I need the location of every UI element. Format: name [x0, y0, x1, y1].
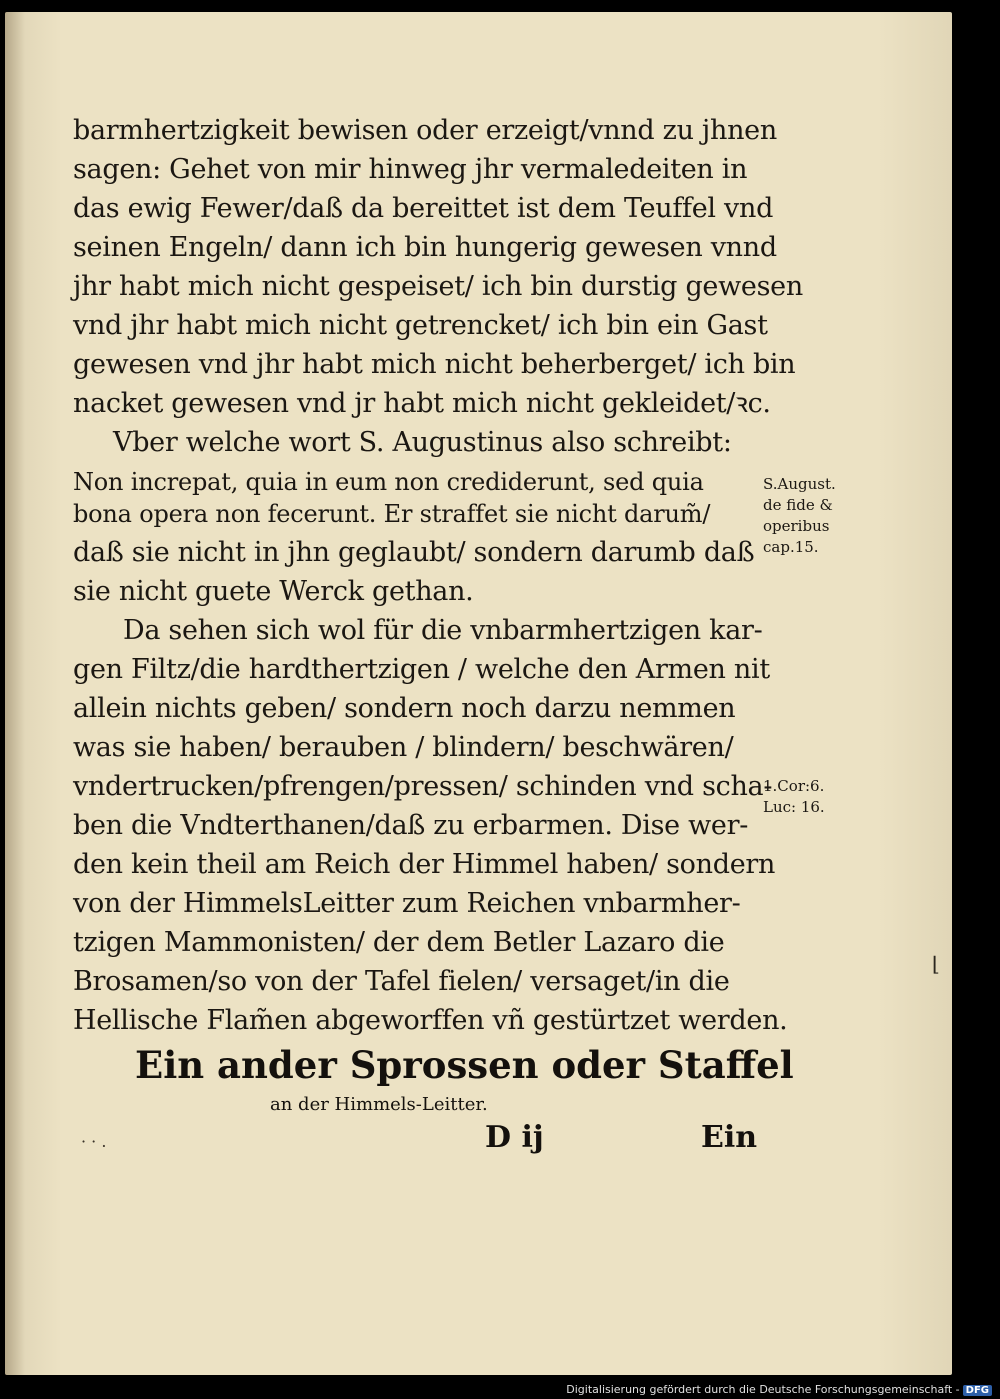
faint-mark: · · .	[81, 1132, 107, 1151]
text-line: sie nicht guete Werck gethan.	[73, 576, 474, 607]
text-line: gewesen vnd jhr habt mich nicht beherberget/ ich bin	[73, 349, 796, 380]
footer-text: Digitalisierung gefördert durch die Deutsche Forschungsgemeinschaft -	[566, 1383, 960, 1396]
footer-credit	[566, 1383, 992, 1396]
text-line: Brosamen/so von der Tafel fielen/ versaget/in die	[73, 966, 730, 997]
text-line: gen Filtz/die hardthertzigen / welche den Armen nit	[73, 654, 770, 685]
section-heading: Ein ander Sprossen oder Staffel	[135, 1043, 794, 1087]
text-line: daß sie nicht in jhn geglaubt/ sondern darumb daß	[73, 537, 755, 568]
text-line: seinen Engeln/ dann ich bin hungerig gewesen vnnd	[73, 232, 777, 263]
text-line: sagen: Gehet von mir hinweg jhr vermaledeiten in	[73, 154, 748, 185]
text-line: jhr habt mich nicht gespeiset/ ich bin durstig gewesen	[73, 271, 803, 302]
text-line: vnd jhr habt mich nicht getrencket/ ich bin ein Gast	[73, 310, 768, 341]
text-line: barmhertzigkeit bewisen oder erzeigt/vnnd zu jhnen	[73, 115, 777, 146]
section-subheading: an der Himmels-Leitter.	[270, 1094, 488, 1115]
text-line: tzigen Mammonisten/ der dem Betler Lazaro die	[73, 927, 725, 958]
margin-note-line: 1.Cor:6.	[763, 777, 825, 795]
signature-mark: D ij	[485, 1120, 544, 1155]
text-line: vndertrucken/pfrengen/pressen/ schinden vnd scha-	[73, 771, 773, 802]
margin-note-line: operibus	[763, 517, 830, 535]
text-line: nacket gewesen vnd jr habt mich nicht gekleidet/ꝛc.	[73, 388, 771, 419]
margin-note-line: S.August.	[763, 475, 836, 493]
margin-note-line: cap.15.	[763, 538, 819, 556]
text-line: Hellische Flam̃en abgeworffen vñ gestürtzet werden.	[73, 1005, 788, 1036]
latin-line: Non increpat, quia in eum non crediderunt, sed quia	[73, 468, 704, 496]
gutter-shadow	[5, 12, 25, 1375]
text-line: Da sehen sich wol für die vnbarmhertzigen kar-	[123, 615, 763, 646]
catchword: Ein	[701, 1120, 758, 1155]
text-line: den kein theil am Reich der Himmel haben/ sondern	[73, 849, 776, 880]
margin-note-augustinus	[763, 474, 836, 558]
margin-note-line: de fide &	[763, 496, 833, 514]
text-line: ben die Vndterthanen/daß zu erbarmen. Dise wer-	[73, 810, 749, 841]
latin-line: bona opera non fecerunt. Er straffet sie nicht darum̃/	[73, 500, 711, 528]
text-line: was sie haben/ berauben / blindern/ beschwären/	[73, 732, 734, 763]
text-line: Vber welche wort S. Augustinus also schreibt:	[113, 427, 732, 458]
margin-pen-mark: ⌊	[932, 952, 940, 976]
dfg-logo-icon: DFG	[963, 1385, 992, 1396]
document-page	[5, 12, 952, 1375]
margin-note-scripture	[763, 776, 825, 818]
text-line: von der HimmelsLeitter zum Reichen vnbarmher-	[73, 888, 741, 919]
text-line: das ewig Fewer/daß da bereittet ist dem Teuffel vnd	[73, 193, 774, 224]
margin-note-line: Luc: 16.	[763, 798, 825, 816]
text-line: allein nichts geben/ sondern noch darzu nemmen	[73, 693, 736, 724]
